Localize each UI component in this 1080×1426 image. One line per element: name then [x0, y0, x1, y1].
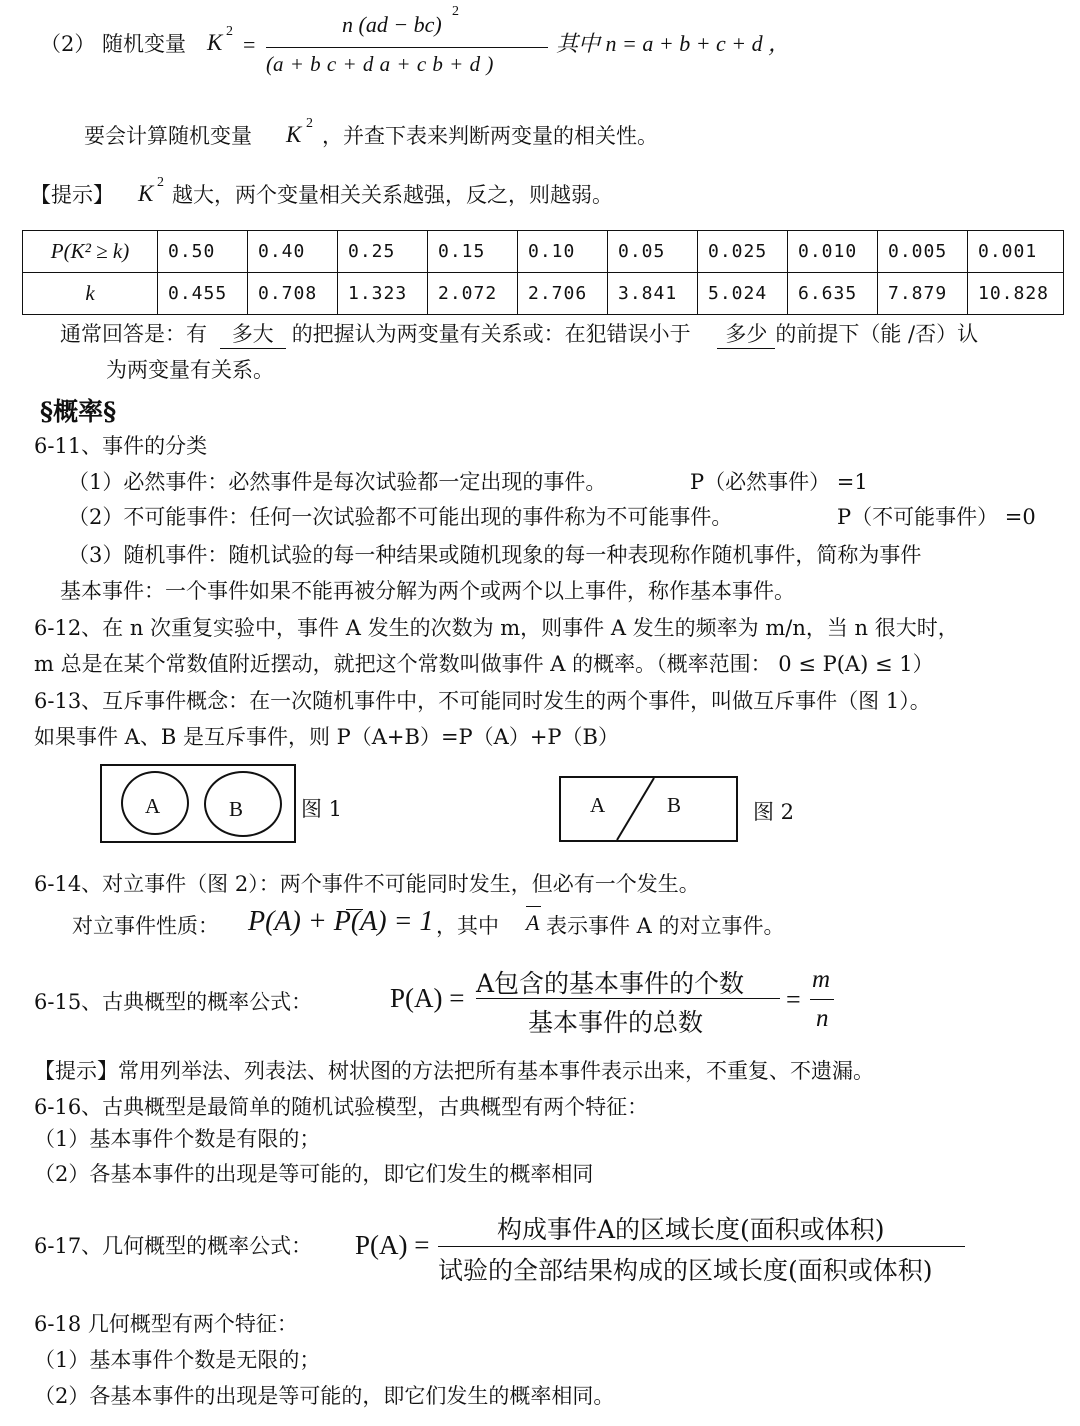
figure-1-caption: 图 1: [301, 797, 343, 821]
s614-text-c: 表示事件 A 的对立事件。: [546, 914, 785, 938]
table-cell: 0.010: [788, 231, 878, 273]
k2-eq: =: [243, 32, 256, 57]
s615-pa: P(A) =: [390, 983, 465, 1013]
table-cell: 10.828: [968, 273, 1064, 315]
table-header-k: k: [23, 273, 158, 315]
s615-mn-bar: [810, 999, 834, 1000]
s611-line3: （3）随机事件：随机试验的每一种结果或随机现象的每一种表现称作随机事件，简称为事件: [68, 543, 922, 567]
s614-line1: 6-14、对立事件（图 2）：两个事件不可能同时发生，但必有一个发生。: [34, 872, 700, 896]
complement-formula: P(A) + P(A) = 1: [248, 906, 434, 937]
s611-line4: 基本事件：一个事件如果不能再被分解为两个或两个以上事件，称作基本事件。: [60, 579, 795, 603]
table-cell: 0.10: [518, 231, 608, 273]
k2-numerator: n (ad − bc): [342, 12, 442, 37]
k2-denominator: (a + b c + d a + c b + d ): [266, 52, 494, 76]
s611-line2: （2）不可能事件：任何一次试验都不可能出现的事件称为不可能事件。: [68, 505, 733, 529]
s612-line1: 6-12、在 n 次重复实验中，事件 A 发生的次数为 m，则事件 A 发生的频率为 m/n，当 n 很大时，: [34, 616, 959, 640]
table-cell: 0.025: [698, 231, 788, 273]
s612-line2: m 总是在某个常数值附近摆动，就把这个常数叫做事件 A 的概率。（概率范围： 0 ≤ P(A) ≤ 1）: [34, 652, 934, 676]
table-cell: 1.323: [338, 273, 428, 315]
figure-2-caption: 图 2: [753, 800, 795, 824]
figure-2-label-b: B: [667, 793, 682, 817]
answer-line: [60, 320, 978, 349]
s614-label: 对立事件性质：: [72, 914, 219, 938]
s617-pa: P(A) =: [355, 1230, 430, 1260]
s611-line1: （1）必然事件：必然事件是每次试验都一定出现的事件。: [68, 470, 607, 494]
table-cell: 3.841: [608, 273, 698, 315]
figure-1-label-b: B: [229, 797, 244, 821]
answer-text-b: 的把握认为两变量有关系或：在犯错误小于: [291, 322, 691, 346]
overline-bar: [346, 909, 363, 910]
s613-line2: 如果事件 A、B 是互斥事件，则 P（A+B）=P（A）+P（B）: [34, 725, 619, 749]
calc-sup: 2: [306, 116, 313, 131]
hint1-k: K: [138, 181, 154, 206]
hint2: 【提示】常用列举法、列表法、树状图的方法把所有基本事件表示出来，不重复、不遗漏。: [34, 1059, 874, 1083]
section-title: §概率§: [40, 397, 117, 426]
table-cell: 0.15: [428, 231, 518, 273]
calc-k: K: [286, 122, 302, 147]
s614-abar: A: [526, 910, 540, 935]
figure-2-divider: [559, 776, 738, 842]
table-cell: 0.708: [248, 273, 338, 315]
answer-text-c: 的前提下（能 /否）认: [775, 322, 979, 346]
s611-line1-formula: P（必然事件） =1: [690, 470, 868, 494]
table-row-k: [23, 273, 1064, 315]
k2-num-sup: 2: [452, 4, 459, 19]
table-cell: 7.879: [878, 273, 968, 315]
s615-denominator: 基本事件的总数: [528, 1008, 704, 1037]
table-cell: 2.706: [518, 273, 608, 315]
s615-label: 6-15、古典概型的概率公式：: [34, 990, 313, 1014]
s615-fraction-bar: [476, 998, 780, 999]
table-cell: 0.50: [158, 231, 248, 273]
answer-blank-2: 多少: [717, 320, 775, 349]
s618-line1: （1）基本事件个数是无限的；: [34, 1348, 321, 1372]
s616-title: 6-16、古典概型是最简单的随机试验模型，古典概型有两个特征：: [34, 1095, 649, 1119]
answer-text-d: 为两变量有关系。: [106, 358, 274, 382]
s615-numerator: A包含的基本事件的个数: [476, 969, 745, 998]
k2-fraction-bar: [266, 47, 548, 48]
table-header-p: P(K² ≥ k): [23, 231, 158, 273]
figure-1-label-a: A: [145, 794, 161, 818]
k2-sup: 2: [226, 24, 233, 39]
s618-line2: （2）各基本事件的出现是等可能的，即它们发生的概率相同。: [34, 1384, 615, 1408]
table-row-p: [23, 231, 1064, 273]
s614-text-b: ，其中: [436, 914, 499, 938]
table-cell: 6.635: [788, 273, 878, 315]
table-cell: 0.05: [608, 231, 698, 273]
s616-line2: （2）各基本事件的出现是等可能的，即它们发生的概率相同: [34, 1162, 594, 1186]
s615-eq: =: [786, 985, 801, 1014]
table-cell: 0.001: [968, 231, 1064, 273]
s611-title: 6-11、事件的分类: [34, 434, 208, 458]
answer-blank-1: 多大: [220, 320, 286, 349]
s613-line1: 6-13、互斥事件概念：在一次随机事件中，不可能同时发生的两个事件，叫做互斥事件（图 1）。: [34, 689, 931, 713]
s618-title: 6-18 几何概型有两个特征：: [34, 1312, 298, 1336]
calc-text-a: 要会计算随机变量: [84, 124, 252, 148]
s617-denominator: 试验的全部结果构成的区域长度(面积或体积): [438, 1256, 933, 1285]
table-cell: 2.072: [428, 273, 518, 315]
s615-m: m: [812, 966, 831, 993]
s611-line2-formula: P（不可能事件） =0: [837, 505, 1036, 529]
figure-2-label-a: A: [590, 793, 606, 817]
k2-prefix: （2） 随机变量: [40, 32, 187, 56]
s616-line1: （1）基本事件个数是有限的；: [34, 1127, 321, 1151]
s617-numerator: 构成事件A的区域长度(面积或体积): [497, 1215, 885, 1244]
k2-var: K: [207, 30, 223, 55]
s617-fraction-bar: [438, 1246, 965, 1247]
table-cell: 0.25: [338, 231, 428, 273]
k2-suffix: 其中 n = a + b + c + d ，: [556, 31, 791, 56]
hint1-text: 越大，两个变量相关关系越强，反之，则越弱。: [172, 183, 613, 207]
s617-label: 6-17、几何概型的概率公式：: [34, 1234, 313, 1258]
table-cell: 0.005: [878, 231, 968, 273]
hint1-sup: 2: [157, 175, 164, 190]
table-cell: 5.024: [698, 273, 788, 315]
table-cell: 0.455: [158, 273, 248, 315]
answer-text-a: 通常回答是：有: [60, 322, 207, 346]
table-cell: 0.40: [248, 231, 338, 273]
calc-text-c: ，并查下表来判断两变量的相关性。: [322, 124, 658, 148]
k2-critical-value-table: [22, 230, 1064, 315]
hint1-label: 【提示】: [30, 183, 114, 207]
overline-bar-small: [526, 906, 541, 907]
s615-n: n: [816, 1005, 829, 1032]
